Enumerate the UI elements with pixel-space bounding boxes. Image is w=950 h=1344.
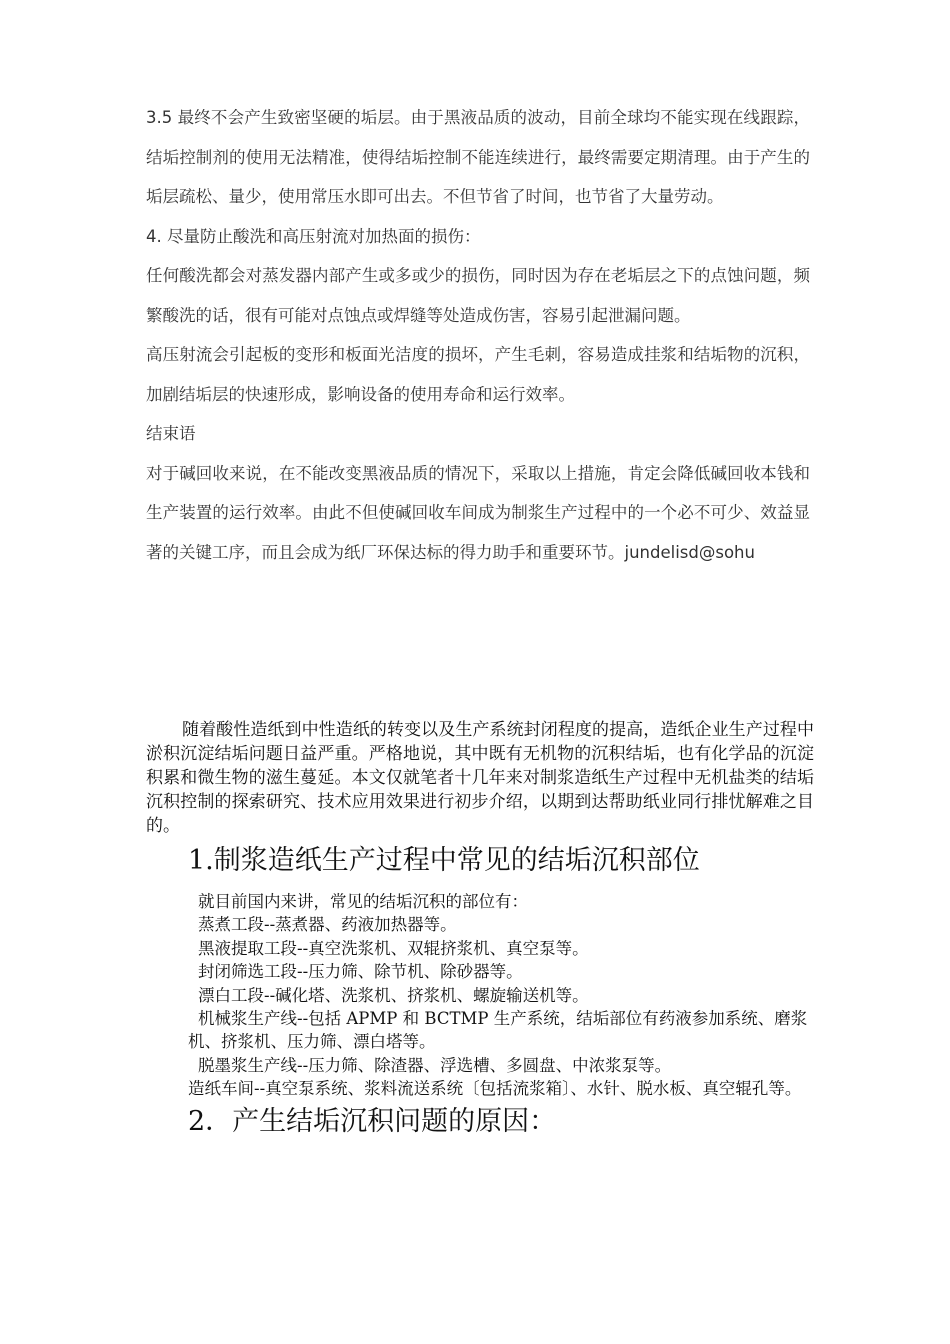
intro-paragraph: 随着酸性造纸到中性造纸的转变以及生产系统封闭程度的提高，造纸企业生产过程中淤积沉淀结垢问题日益严重。严格地说，其中既有无机物的沉积结垢，也有化学品的沉淀积累和微生物的滋生蔓延。本文仅就笔者十几年来对制浆造纸生产过程中无机盐类的结垢沉积控制的探索研究、技术应用效果进行初步介绍，以期到达帮助纸业同行排忧解难之目的。 (146, 720, 814, 836)
conclusion-text: 对于碱回收来说，在不能改变黑液品质的情况下，采取以上措施，肯定会降低碱回收本钱和生产装置的运行效率。由此不但使碱回收车间成为制浆生产过程中的一个必不可少、效益显著的关键工序，而且会成为纸厂环保达标的得力助手和重要环节。jundelisd@sohu (146, 463, 810, 562)
section-heading-2: 2．产生结垢沉积问题的原因： (188, 1105, 557, 1137)
upper-section (146, 98, 810, 572)
list-item: 蒸煮工段--蒸煮器、药液加热器等。 (198, 915, 457, 935)
lower-section (146, 718, 814, 1139)
heading-4: 4. 尽量防止酸洗和高压射流对加热面的损伤： (146, 226, 481, 246)
list-item: 机械浆生产线--包括 APMP 和 BCTMP 生产系统，结垢部位有药液参加系统、磨浆机、挤浆机、压力筛、漂白塔等。 (188, 1009, 808, 1052)
list-item: 造纸车间--真空泵系统、浆料流送系统〔包括流浆箱〕、水针、脱水板、真空辊孔等。 (188, 1079, 802, 1099)
deposit-location-list (146, 890, 814, 1101)
paragraph-high-pressure-jet: 高压射流会引起板的变形和板面光洁度的损坏，产生毛刺，容易造成挂浆和结垢物的沉积，加剧结垢层的快速形成，影响设备的使用寿命和运行效率。 (146, 345, 810, 404)
list-item: 封闭筛选工段--压力筛、除节机、除砂器等。 (198, 962, 523, 982)
list-item: 黑液提取工段--真空洗浆机、双辊挤浆机、真空泵等。 (198, 938, 589, 958)
section-heading-1: 1.制浆造纸生产过程中常见的结垢沉积部位 (188, 845, 700, 876)
paragraph-3-5: 3.5 最终不会产生致密坚硬的垢层。由于黑液品质的波动，目前全球均不能实现在线跟踪，结垢控制剂的使用无法精准，使得结垢控制不能连续进行，最终需要定期清理。由于产生的垢层疏松、量少，使用常压水即可出去。不但节省了时间，也节省了大量劳动。 (146, 108, 810, 206)
conclusion-title: 结束语 (146, 424, 196, 443)
list-item: 脱墨浆生产线--压力筛、除渣器、浮选槽、多圆盘、中浓浆泵等。 (198, 1055, 672, 1075)
list-item: 漂白工段--碱化塔、洗浆机、挤浆机、螺旋输送机等。 (198, 985, 589, 1005)
list-item: 就目前国内来讲，常见的结垢沉积的部位有： (198, 892, 528, 911)
paragraph-acid-wash: 任何酸洗都会对蒸发器内部产生或多或少的损伤，同时因为存在老垢层之下的点蚀问题，频繁酸洗的话，很有可能对点蚀点或焊缝等处造成伤害，容易引起泄漏问题。 (146, 266, 810, 325)
